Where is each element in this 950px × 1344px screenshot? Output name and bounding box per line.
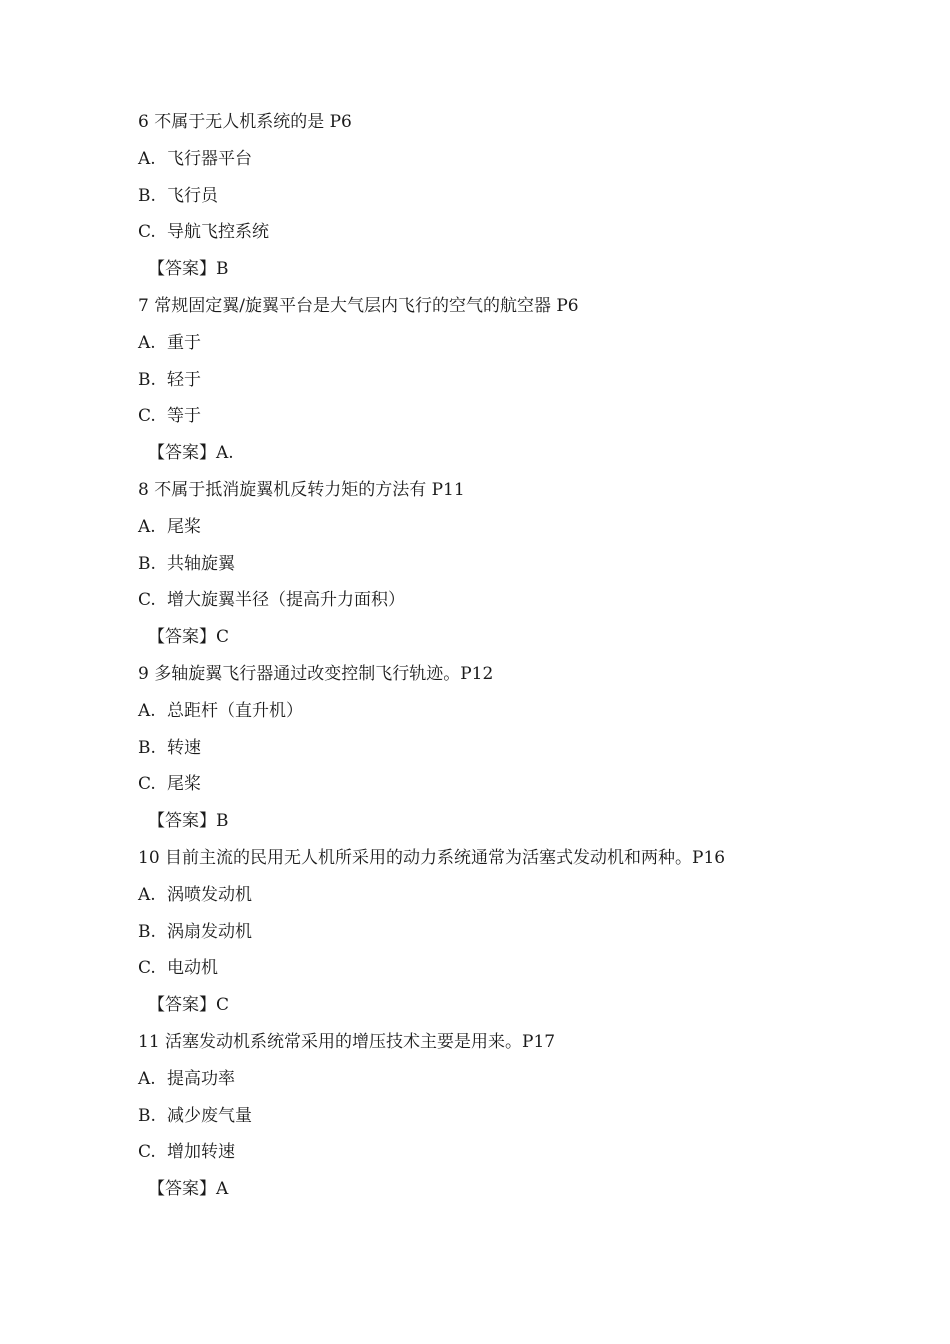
option-b	[138, 1098, 838, 1135]
option-text: 飞行员	[167, 185, 218, 206]
question-stem: 6 不属于无人机系统的是 P6	[138, 112, 352, 132]
option-text: 尾桨	[167, 774, 201, 795]
option-text: 转速	[167, 737, 201, 758]
option-a	[138, 877, 838, 914]
option-letter: A.	[138, 1068, 156, 1089]
question-stem: 8 不属于抵消旋翼机反转力矩的方法有 P11	[138, 479, 465, 500]
option-letter: C.	[138, 958, 156, 979]
option-text: 电动机	[167, 958, 218, 979]
question-stem: 10 目前主流的民用无人机所采用的动力系统通常为活塞式发动机和两种。P16	[138, 847, 726, 868]
option-text: 轻于	[167, 369, 201, 390]
option-letter: A.	[138, 884, 156, 905]
option-letter: C.	[138, 1142, 156, 1163]
answer-line: 【答案】A.	[148, 443, 234, 464]
option-letter: B.	[138, 737, 156, 758]
answer-line: 【答案】B	[148, 259, 229, 280]
option-letter: B.	[138, 921, 156, 942]
option-c	[138, 582, 838, 619]
option-text: 总距杆（直升机）	[167, 700, 303, 721]
option-a	[138, 693, 838, 730]
answer-line: 【答案】A	[148, 1179, 229, 1200]
option-letter: B.	[138, 185, 156, 206]
document-page	[138, 104, 838, 1208]
answer-line: 【答案】C	[148, 995, 230, 1016]
option-b	[138, 546, 838, 583]
option-letter: B.	[138, 369, 156, 390]
option-letter: A.	[138, 332, 156, 353]
option-text: 涡扇发动机	[167, 921, 252, 942]
option-letter: C.	[138, 774, 156, 795]
option-text: 飞行器平台	[167, 148, 252, 169]
option-c	[138, 214, 838, 251]
option-letter: A.	[138, 700, 156, 721]
option-text: 减少废气量	[167, 1105, 252, 1126]
option-letter: B.	[138, 553, 156, 574]
option-a	[138, 325, 838, 362]
option-text: 等于	[167, 406, 201, 427]
option-text: 共轴旋翼	[167, 553, 235, 574]
option-c	[138, 1134, 838, 1171]
option-text: 增加转速	[167, 1142, 235, 1163]
option-b	[138, 730, 838, 767]
option-text: 重于	[167, 332, 201, 353]
option-text: 尾桨	[167, 516, 201, 537]
option-c	[138, 398, 838, 435]
option-text: 增大旋翼半径（提高升力面积）	[167, 590, 405, 611]
option-a	[138, 1061, 838, 1098]
answer-line: 【答案】B	[148, 811, 229, 832]
option-c	[138, 950, 838, 987]
option-text: 提高功率	[167, 1068, 235, 1089]
option-text: 涡喷发动机	[167, 884, 252, 905]
question-stem: 11 活塞发动机系统常采用的增压技术主要是用来。P17	[138, 1031, 556, 1052]
option-letter: C.	[138, 222, 156, 243]
option-b	[138, 362, 838, 399]
answer-line: 【答案】C	[148, 627, 230, 648]
option-letter: C.	[138, 406, 156, 427]
option-letter: C.	[138, 590, 156, 611]
option-b	[138, 914, 838, 951]
question-stem: 7 常规固定翼/旋翼平台是大气层内飞行的空气的航空器 P6	[138, 295, 579, 316]
option-a	[138, 141, 838, 178]
option-letter: A.	[138, 516, 156, 537]
option-text: 导航飞控系统	[167, 222, 269, 243]
option-b	[138, 178, 838, 215]
option-letter: A.	[138, 148, 156, 169]
option-a	[138, 509, 838, 546]
option-c	[138, 766, 838, 803]
question-stem: 9 多轴旋翼飞行器通过改变控制飞行轨迹。P12	[138, 663, 494, 684]
option-letter: B.	[138, 1105, 156, 1126]
